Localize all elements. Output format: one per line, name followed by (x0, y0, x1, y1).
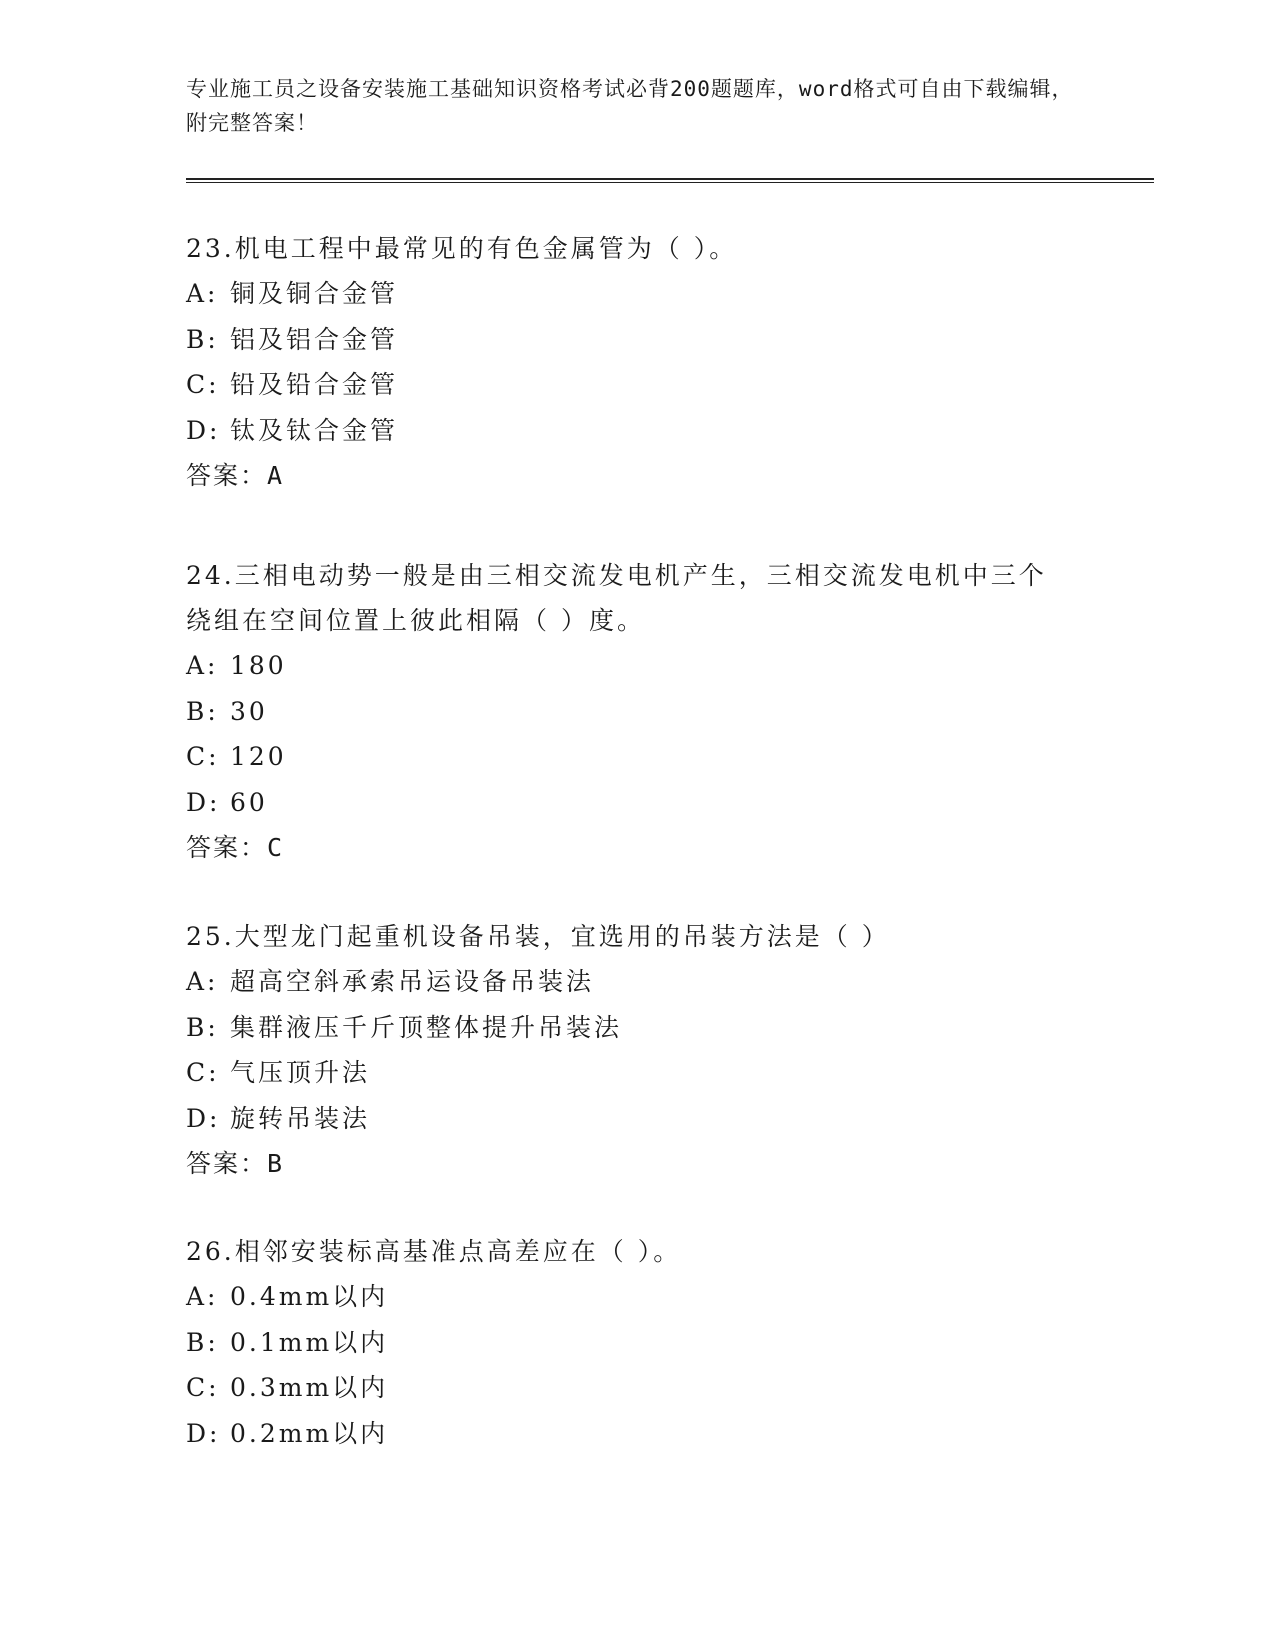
option-text: 超高空斜承索吊运设备吊装法 (230, 967, 595, 996)
option-a (186, 643, 1086, 689)
option-b (186, 317, 1086, 363)
option-a (186, 959, 1086, 1005)
option-letter: D: (186, 415, 221, 445)
question-stem: 26.相邻安装标高基准点高差应在（ ）。 (186, 1237, 682, 1266)
question-26 (186, 1229, 1086, 1456)
option-text: 气压顶升法 (230, 1058, 371, 1087)
option-c (186, 1050, 1086, 1096)
option-letter: C: (186, 370, 220, 399)
option-d (186, 1411, 1086, 1457)
question-23 (186, 226, 1086, 498)
option-d (186, 408, 1086, 454)
option-d (186, 1096, 1086, 1142)
question-stem: 23.机电工程中最常见的有色金属管为（ ）。 (186, 234, 738, 263)
header-divider (186, 178, 1154, 183)
option-text: 铅及铅合金管 (230, 370, 399, 399)
option-a (186, 1274, 1086, 1320)
option-letter: A: (186, 279, 219, 308)
option-b (186, 689, 1086, 735)
option-d (186, 780, 1086, 826)
option-text: 旋转吊装法 (230, 1103, 371, 1133)
answer-line: 答案：C (186, 833, 285, 862)
option-letter: B: (186, 1012, 219, 1042)
option-letter: C: (186, 1373, 220, 1402)
option-text: 0.1mm以内 (230, 1327, 389, 1357)
option-text: 0.4mm以内 (230, 1282, 389, 1311)
option-text: 120 (230, 742, 287, 771)
option-letter: A: (186, 651, 219, 680)
option-text: 60 (230, 787, 268, 817)
option-text: 铝及铝合金管 (230, 324, 399, 354)
option-letter: D: (186, 1103, 221, 1133)
option-text: 钛及钛合金管 (230, 415, 399, 445)
option-text: 0.3mm以内 (230, 1373, 389, 1402)
option-b (186, 1320, 1086, 1366)
answer-line: 答案：A (186, 461, 285, 490)
question-24 (186, 553, 1086, 870)
option-letter: D: (186, 1418, 221, 1448)
option-a (186, 271, 1086, 317)
answer-line: 答案：B (186, 1149, 285, 1178)
option-letter: A: (186, 967, 219, 996)
option-letter: B: (186, 696, 219, 726)
option-letter: A: (186, 1282, 219, 1311)
question-stem: 24.三相电动势一般是由三相交流发电机产生，三相交流发电机中三个绕组在空间位置上彼此相隔（ ）度。 (186, 561, 1047, 635)
question-stem: 25.大型龙门起重机设备吊装，宜选用的吊装方法是（ ） (186, 922, 890, 951)
option-letter: C: (186, 1058, 220, 1087)
document-header: 专业施工员之设备安装施工基础知识资格考试必背200题题库，word格式可自由下载编辑，附完整答案！ (186, 77, 1074, 135)
option-c (186, 362, 1086, 408)
option-b (186, 1005, 1086, 1051)
option-text: 30 (230, 696, 268, 726)
option-letter: C: (186, 742, 220, 771)
option-text: 0.2mm以内 (230, 1418, 389, 1448)
option-text: 铜及铜合金管 (230, 279, 399, 308)
option-letter: B: (186, 1327, 219, 1357)
option-c (186, 734, 1086, 780)
option-letter: B: (186, 324, 219, 354)
question-25 (186, 914, 1086, 1186)
option-letter: D: (186, 787, 221, 817)
option-text: 180 (230, 651, 287, 680)
option-c (186, 1365, 1086, 1411)
option-text: 集群液压千斤顶整体提升吊装法 (230, 1012, 623, 1042)
